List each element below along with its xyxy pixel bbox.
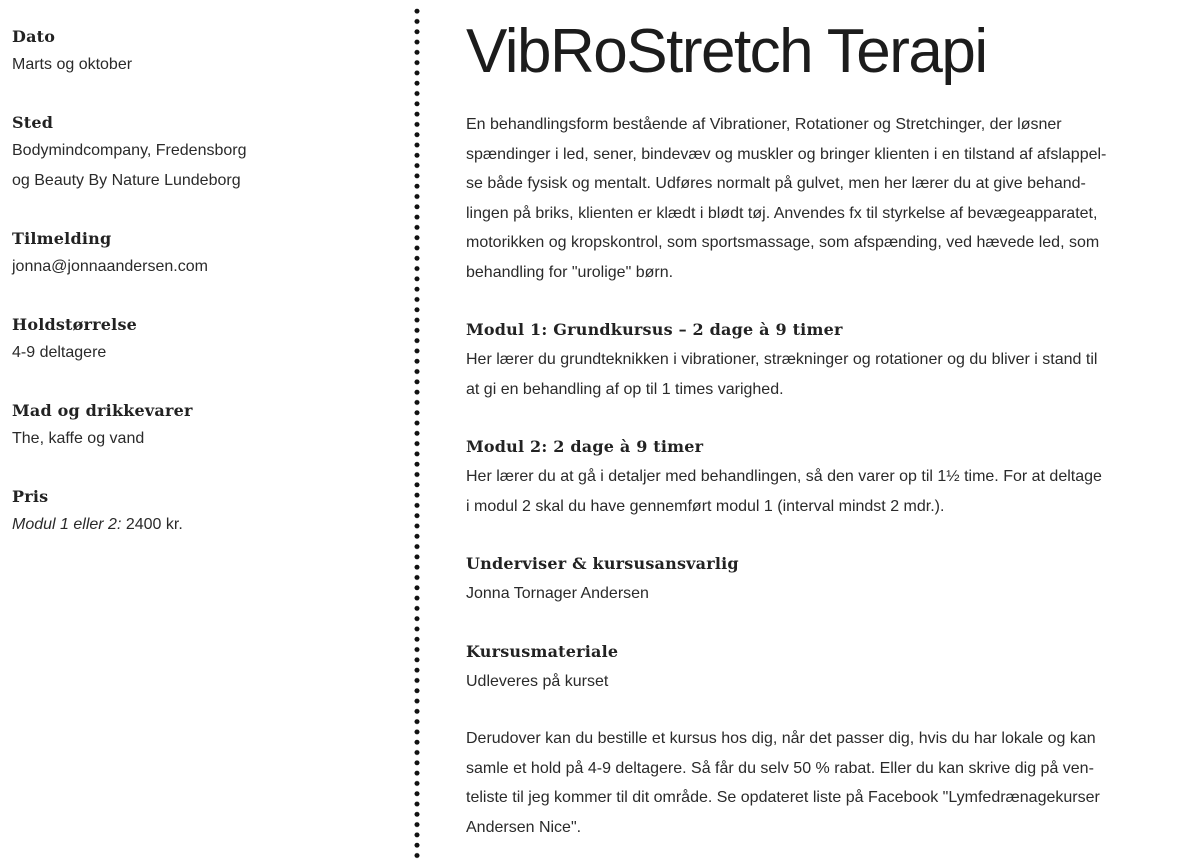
intro-line: lingen på briks, klienten er klædt i blødt tøj. Anvendes fx til styrkelse af bevægeapparatet,	[466, 204, 1098, 222]
signup-label: Tilmelding	[12, 229, 112, 248]
module1-line: Her lærer du grundteknikken i vibrationer, strækninger og rotationer og du bliver i stand til	[466, 351, 1098, 368]
place-block	[12, 110, 392, 196]
price-prefix: Modul 1 eller 2:	[12, 516, 122, 533]
teacher-name: Jonna Tornager Andersen	[466, 585, 649, 602]
outro-line: Derudover kan du bestille et kursus hos dig, når det passer dig, hvis du har lokale og kan	[466, 730, 1096, 747]
date-block	[12, 24, 392, 80]
module1-heading: Modul 1: Grundkursus – 2 dage à 9 timer	[466, 320, 843, 339]
module2-line: Her lærer du at gå i detaljer med behandlingen, så den varer op til 1½ time. For at deltage	[466, 468, 1102, 485]
material-value: Udleveres på kurset	[466, 672, 609, 690]
main-content	[466, 14, 1181, 842]
outro-line: Andersen Nice".	[466, 818, 582, 836]
module2-body	[466, 462, 1181, 521]
price-block	[12, 484, 392, 540]
signup-email[interactable]: jonna@jonnaandersen.com	[12, 258, 208, 275]
outro-line: samle et hold på 4-9 deltagere. Så får du selv 50 % rabat. Eller du kan skrive dig på ven-	[466, 759, 1094, 777]
module2-heading: Modul 2: 2 dage à 9 timer	[466, 437, 704, 456]
place-line: Bodymindcompany, Fredensborg	[12, 142, 247, 159]
size-value: 4-9 deltagere	[12, 344, 107, 361]
price-value: 2400 kr.	[125, 516, 183, 533]
food-value: The, kaffe og vand	[12, 430, 145, 447]
date-label: Dato	[12, 27, 56, 46]
price-label: Pris	[12, 487, 49, 506]
material-heading: Kursusmateriale	[466, 641, 619, 661]
size-block	[12, 312, 392, 368]
module1-section	[466, 315, 1181, 404]
dotted-divider	[412, 6, 422, 863]
intro-line: se både fysisk og mentalt. Udføres normalt på gulvet, men her lærer du at give behand-	[466, 175, 1086, 192]
signup-block	[12, 226, 392, 282]
teacher-section	[466, 549, 1181, 609]
intro-line: spændinger i led, sener, bindevæv og muskler og bringer klienten i en tilstand af afslappel-	[466, 145, 1107, 163]
food-label: Mad og drikkevarer	[12, 401, 193, 420]
place-line: og Beauty By Nature Lundeborg	[12, 172, 241, 189]
outro-line: teliste til jeg kommer til dit område. Se opdateret liste på Facebook "Lymfedrænagekurser	[466, 789, 1100, 806]
intro-line: motorikken og kropskontrol, som sportsmassage, som afspænding, ved hævede led, som	[466, 234, 1100, 251]
module1-body	[466, 345, 1181, 404]
date-value: Marts og oktober	[12, 56, 133, 73]
module2-section	[466, 432, 1181, 521]
module1-line: at gi en behandling af op til 1 times varighed.	[466, 380, 784, 398]
food-block	[12, 398, 392, 454]
place-label: Sted	[12, 113, 54, 132]
info-sidebar	[12, 24, 392, 570]
intro-line: En behandlingsform bestående af Vibrationer, Rotationer og Stretchinger, der løsner	[466, 116, 1062, 133]
price-value-line	[12, 510, 392, 540]
material-section	[466, 637, 1181, 697]
outro-paragraph	[466, 724, 1181, 842]
module2-line: i modul 2 skal du have gennemført modul 1 (interval mindst 2 mdr.).	[466, 497, 945, 515]
page-title: VibRoStretch Terapi	[466, 17, 987, 86]
size-label: Holdstørrelse	[12, 315, 138, 334]
teacher-heading: Underviser & kursusansvarlig	[466, 554, 739, 573]
intro-paragraph	[466, 110, 1181, 287]
intro-line: behandling for "urolige" børn.	[466, 263, 674, 281]
